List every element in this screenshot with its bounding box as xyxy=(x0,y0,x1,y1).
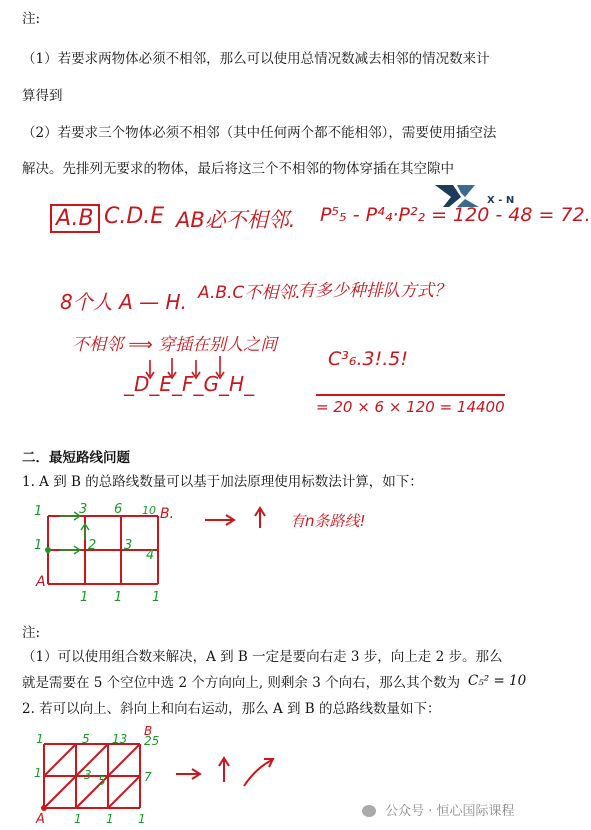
note1-paragraph-1b: 算得到 xyxy=(22,88,63,104)
grid2-label-b: B xyxy=(144,724,153,738)
grid1-top-1: 3 xyxy=(79,502,88,517)
grid2-mid-3: 7 xyxy=(144,770,152,784)
grid1-note: 有n条路线! xyxy=(290,512,366,530)
grid1-label-a: A xyxy=(36,574,46,590)
grid2-mid-2: 5 xyxy=(98,774,106,788)
grid2-bottom-0: 1 xyxy=(74,812,82,826)
grid2-top-3: 25 xyxy=(144,734,160,748)
section2-paragraph-1: 1. A 到 B 的总路线数量可以基于加法原理使用标数法计算，如下： xyxy=(22,474,423,490)
hw-sequence: _D_E_F_G_H_ xyxy=(124,372,255,396)
note1-paragraph-1a: （1）若要求两物体必须不相邻，那么可以使用总情况数减去相邻的情况数来计 xyxy=(22,51,490,67)
grid1-left-1: 1 xyxy=(34,538,43,553)
note1-paragraph-2b: 解决。先排列无要求的物体，最后将这三个不相邻的物体穿插在其空隙中 xyxy=(22,161,454,177)
grid2-mid-0: 1 xyxy=(34,766,42,780)
hw-abc-condition: A.B.C不相邻. xyxy=(198,283,301,303)
grid1-bottom-3: 1 xyxy=(152,590,161,605)
hw-condition: AB必不相邻. xyxy=(176,208,296,232)
hw-formula: P⁵₅ - P⁴₄·P²₂ = 120 - 48 = 72. xyxy=(320,204,591,226)
note2-formula: C₅² = 10 xyxy=(468,673,527,689)
hw-insert-rule: 不相邻 ⟹ 穿插在别人之间 xyxy=(72,335,278,355)
grid1-top-0: 1 xyxy=(34,504,43,519)
grid2-bottom-2: 1 xyxy=(138,812,146,826)
grid1-top-3: 10 xyxy=(142,504,156,517)
hw-combination: C³₆.3!.5! xyxy=(328,348,408,370)
note-label-1: 注: xyxy=(22,11,41,27)
grid1-mid-3: 4 xyxy=(146,548,155,563)
hw-question: 有多少种排队方式？ xyxy=(298,281,451,301)
grid2-label-a: A xyxy=(36,812,45,827)
section-heading-shortest-path: 二．最短路线问题 xyxy=(22,450,130,466)
grid1-bottom-2: 1 xyxy=(114,590,123,605)
grid2-mid-1: 3 xyxy=(84,768,92,782)
grid2-top-0: 1 xyxy=(36,732,44,746)
note2-paragraph-1a: （1）可以使用组合数来解决，A 到 B 一定是要向右走 3 步，向上走 2 步。那么 xyxy=(22,649,503,665)
grid2-bottom-1: 1 xyxy=(106,812,114,826)
wechat-icon xyxy=(362,805,376,817)
hw-8-people: 8个人 A — H. xyxy=(60,290,187,314)
watermark xyxy=(362,800,515,819)
grid1-bottom-1: 1 xyxy=(80,590,89,605)
note1-paragraph-2a: （2）若要求三个物体必须不相邻（其中任何两个都不能相邻），需要使用插空法 xyxy=(22,125,497,141)
grid1-mid-1: 2 xyxy=(88,538,97,553)
grid1-label-b: B. xyxy=(160,506,175,522)
grid2-top-1: 5 xyxy=(82,732,90,746)
grid2-top-2: 13 xyxy=(112,732,128,746)
hw-cde: C.D.E xyxy=(104,204,165,229)
grid1-top-2: 6 xyxy=(114,502,123,517)
logo-text: X - N xyxy=(487,195,515,206)
note2-paragraph-2: 2. 若可以向上、斜向上和向右运动，那么 A 到 B 的总路线数量如下： xyxy=(22,701,441,717)
handwriting-block-1 xyxy=(0,190,591,430)
hw-result: = 20 × 6 × 120 = 14400 xyxy=(316,394,505,416)
note-label-2: 注: xyxy=(22,625,41,641)
grid1-mid-2: 3 xyxy=(124,538,133,553)
note2-paragraph-1b: 就是需要在 5 个空位中选 2 个方向向上, 则剩余 3 个向右，那么其个数为 xyxy=(22,675,461,691)
boxed-ab: A.B xyxy=(50,204,100,233)
grid-diagram-1 xyxy=(0,500,547,610)
watermark-text: 公众号 · 恒心国际课程 xyxy=(385,804,515,819)
